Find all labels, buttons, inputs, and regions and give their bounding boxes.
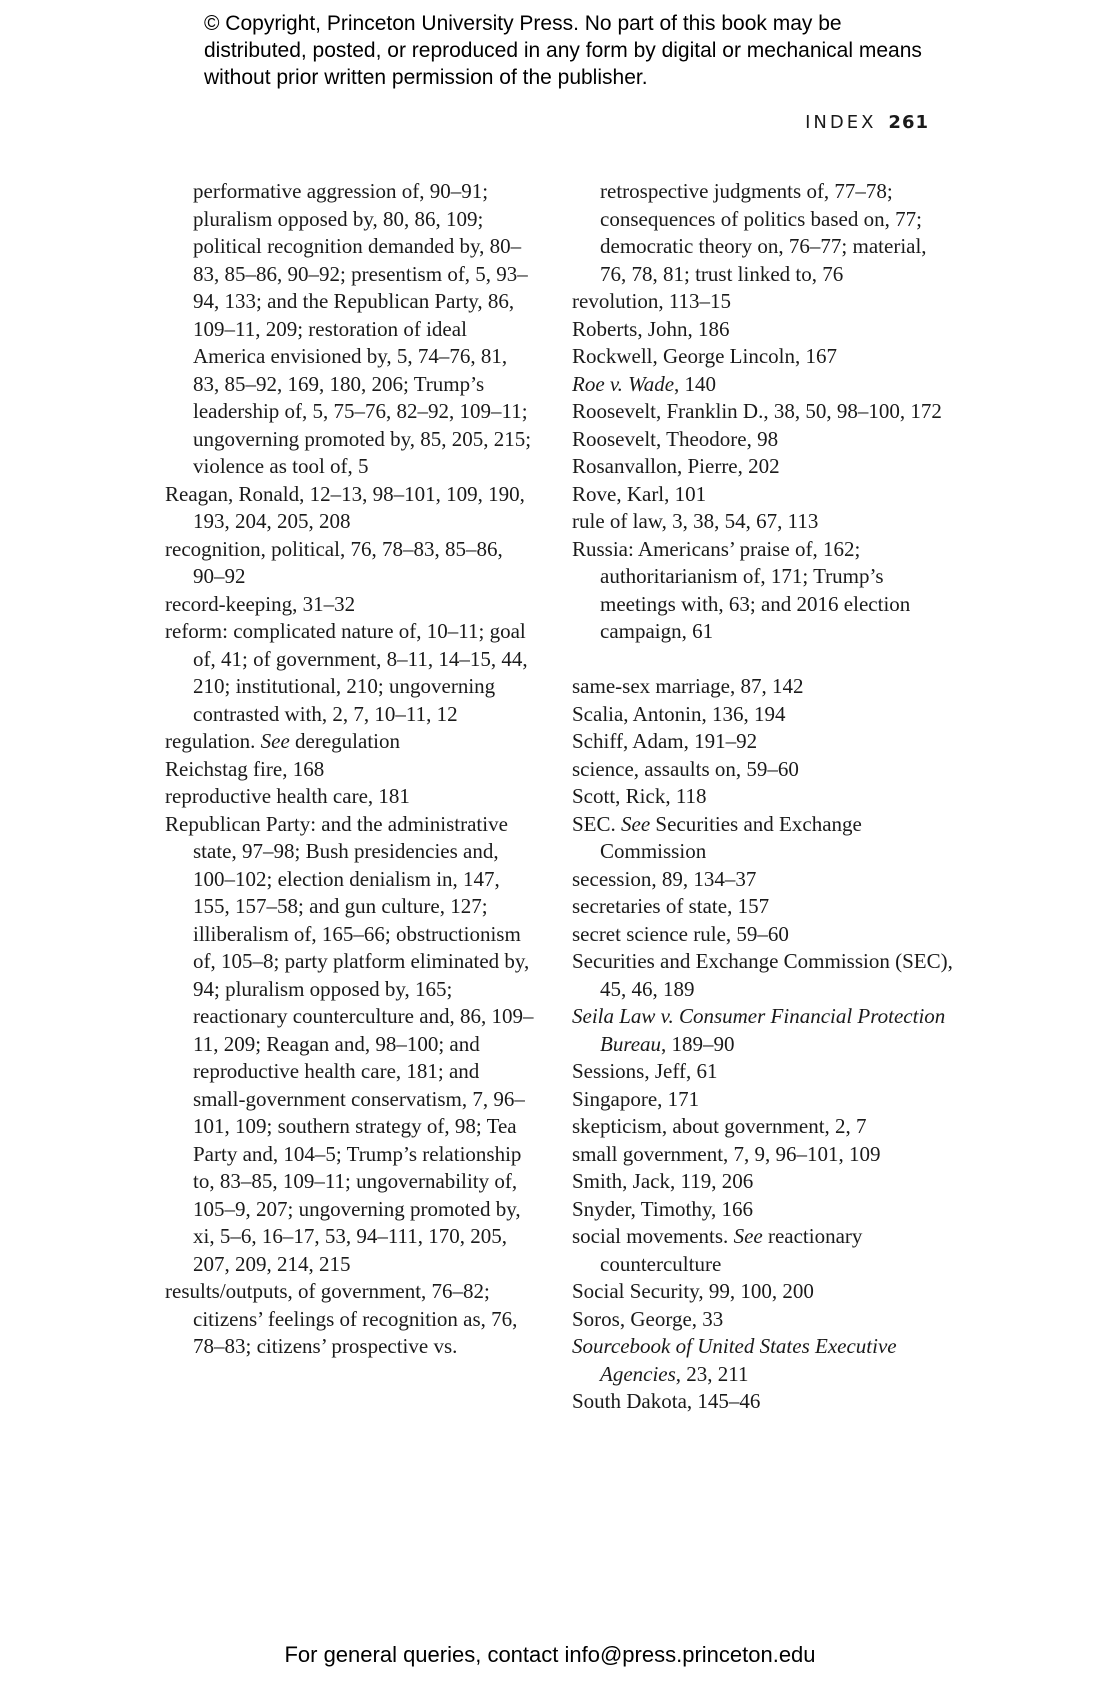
- index-entry: results/outputs, of government, 76–82; citizens’ feelings of recognition as, 76, 78–83; citizens’ prospective vs.: [165, 1279, 518, 1358]
- index-entry: Roosevelt, Theodore, 98: [572, 426, 779, 451]
- index-entry: [572, 1223, 957, 1278]
- contact-footer: For general queries, contact info@press.princeton.edu: [284, 1642, 816, 1667]
- index-entry: [572, 811, 957, 866]
- index-entry: Social Security, 99, 100, 200: [572, 1279, 814, 1303]
- index-entry: skepticism, about government, 2, 7: [572, 1114, 867, 1138]
- index-entry: Securities and Exchange Commission (SEC), 45, 46, 189: [572, 949, 953, 1001]
- entry-text: , 23, 211: [675, 1361, 749, 1386]
- page-number: 261: [888, 112, 929, 133]
- index-entry: Reagan, Ronald, 12–13, 98–101, 109, 190, 193, 204, 205, 208: [165, 481, 525, 533]
- index-entry: Scalia, Antonin, 136, 194: [572, 701, 786, 726]
- entry-text: SEC.: [572, 811, 622, 836]
- index-entry: record-keeping, 31–32: [165, 591, 356, 616]
- entry-italic-title: Roe v. Wade: [572, 371, 675, 396]
- index-entry: science, assaults on, 59–60: [572, 756, 799, 781]
- entry-text: deregulation: [289, 729, 401, 753]
- section-title: INDEX: [805, 112, 877, 133]
- index-entry-continued: retrospective judgments of, 77–78; consequences of politics based on, 77; democratic theory on, 76–77; material, 76, 78, 81; trust linked to, 76: [600, 179, 927, 286]
- index-entry: rule of law, 3, 38, 54, 67, 113: [572, 509, 819, 533]
- index-entry: Singapore, 171: [572, 1086, 700, 1111]
- index-entry: secret science rule, 59–60: [572, 921, 789, 946]
- entry-see-reference: See: [733, 1224, 763, 1248]
- index-entry: Scott, Rick, 118: [572, 784, 707, 808]
- index-entry: recognition, political, 76, 78–83, 85–86, 90–92: [165, 536, 503, 588]
- entry-see-reference: See: [260, 729, 290, 753]
- index-entry: Soros, George, 33: [572, 1306, 724, 1331]
- index-entry: Smith, Jack, 119, 206: [572, 1169, 754, 1193]
- entry-text: Securities and Exchange Commission: [600, 811, 862, 863]
- entry-see-reference: See: [621, 811, 651, 836]
- index-entry: secretaries of state, 157: [572, 894, 770, 918]
- index-entry: [572, 1003, 957, 1058]
- running-head: [805, 112, 929, 133]
- index-entry: revolution, 113–15: [572, 289, 732, 313]
- index-column-right: [572, 178, 957, 1416]
- index-entry: Rosanvallon, Pierre, 202: [572, 454, 780, 478]
- index-entry-continued: performative aggression of, 90–91; pluralism opposed by, 80, 86, 109; political recognition demanded by, 80–83, 85–86, 90–92; presentism of, 5, 93–94, 133; and the Republican Party, 86, 109–11, 209; restoration of ideal America envisioned by, 5, 74–76, 81, 83, 85–92, 169, 180, 206; Trump’s leadership of, 5, 75–76, 82–92, 109–11; ungoverning promoted by, 85, 205, 215; violence as tool of, 5: [193, 179, 532, 478]
- index-entry: Snyder, Timothy, 166: [572, 1196, 754, 1221]
- entry-text: regulation.: [165, 729, 261, 753]
- index-entry: Schiff, Adam, 191–92: [572, 729, 758, 753]
- index-entry: secession, 89, 134–37: [572, 866, 757, 891]
- index-entry: Sessions, Jeff, 61: [572, 1059, 718, 1083]
- entry-text: reactionary counterculture: [600, 1224, 863, 1276]
- index-entry: Rockwell, George Lincoln, 167: [572, 344, 837, 368]
- index-entry: same-sex marriage, 87, 142: [572, 674, 804, 698]
- index-entry: [165, 728, 535, 756]
- entry-italic-title: Sourcebook of United States Executive Agencies: [572, 1334, 897, 1386]
- index-entry: Rove, Karl, 101: [572, 481, 707, 506]
- index-entry: reproductive health care, 181: [165, 784, 410, 808]
- index-entry: small government, 7, 9, 96–101, 109: [572, 1141, 881, 1166]
- index-entry: Reichstag fire, 168: [165, 756, 325, 781]
- index-entry: Republican Party: and the administrative state, 97–98; Bush presidencies and, 100–102; election denialism in, 147, 155, 157–58; and gun culture, 127; illiberalism of, 165–66; obstructionism of, 105–8; party platform eliminated by, 94; pluralism opposed by, 165; reactionary counterculture and, 86, 109–11, 209; Reagan and, 98–100; and reproductive health care, 181; and small-government conservatism, 7, 96–101, 109; southern strategy of, 98; Tea Party and, 104–5; Trump’s relationship to, 83–85, 109–11; ungovernability of, 105–9, 207; ungoverning promoted by, xi, 5–6, 16–17, 53, 94–111, 170, 205, 207, 209, 214, 215: [165, 811, 534, 1276]
- index-entry: Roosevelt, Franklin D., 38, 50, 98–100, 172: [572, 399, 942, 423]
- index-entry: reform: complicated nature of, 10–11; goal of, 41; of government, 8–11, 14–15, 44, 210; institutional, 210; ungoverning contrasted with, 2, 7, 10–11, 12: [165, 619, 528, 726]
- entry-text: , 189–90: [661, 1031, 735, 1056]
- index-entry: Russia: Americans’ praise of, 162; authoritarianism of, 171; Trump’s meetings with, 63; and 2016 election campaign, 61: [572, 536, 911, 643]
- index-entry: [572, 371, 957, 399]
- copyright-notice: © Copyright, Princeton University Press. No part of this book may be distributed, posted, or reproduced in any form by digital or mechanical means without prior written permission of the publisher.: [204, 12, 922, 89]
- entry-text: , 140: [674, 371, 717, 396]
- index-entry: [572, 1333, 957, 1388]
- entry-text: social movements.: [572, 1224, 734, 1248]
- index-column-left: [165, 178, 535, 1361]
- index-entry: South Dakota, 145–46: [572, 1389, 761, 1413]
- index-entry: Roberts, John, 186: [572, 316, 730, 341]
- entry-italic-title: Seila Law v. Consumer Financial Protection Bureau: [572, 1004, 946, 1056]
